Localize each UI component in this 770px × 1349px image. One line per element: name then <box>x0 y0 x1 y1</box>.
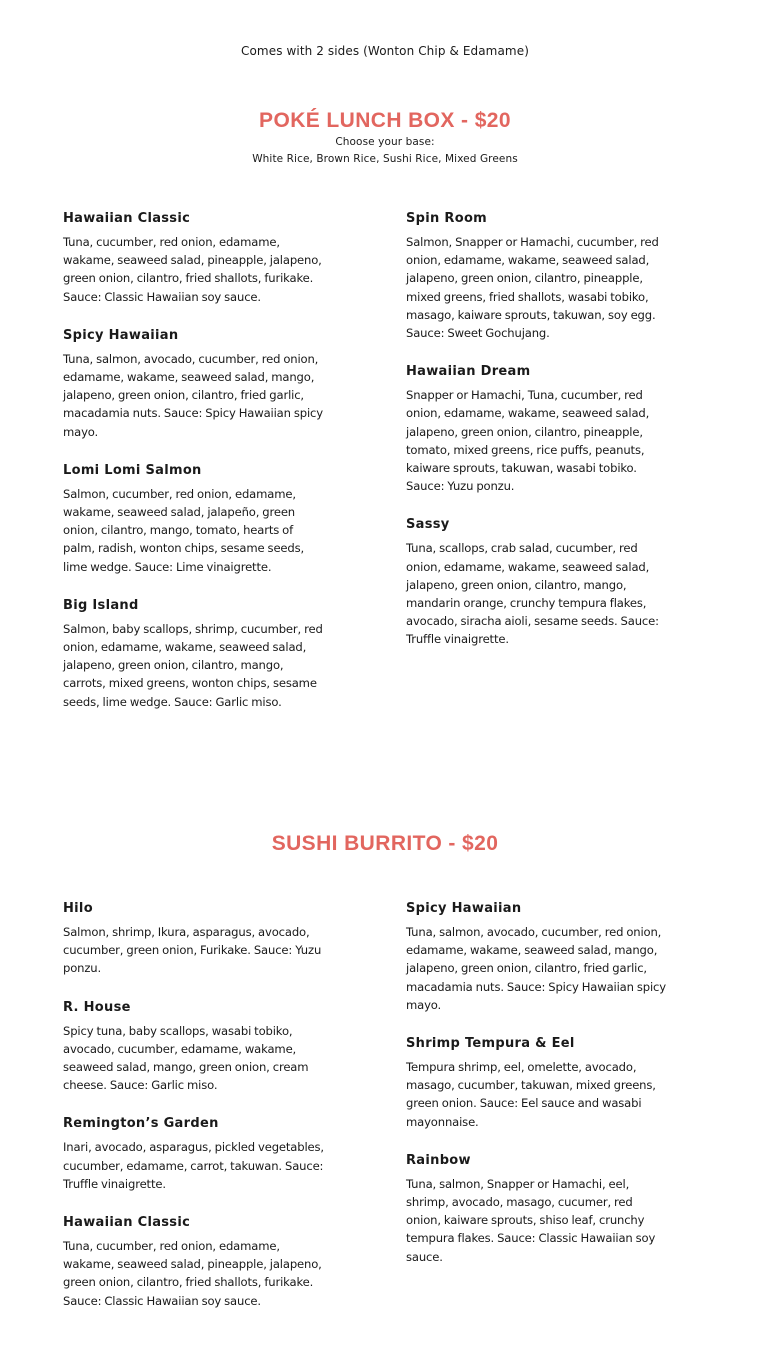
menu-item <box>406 211 668 342</box>
item-name: Big Island <box>63 597 139 613</box>
menu-item <box>406 364 668 495</box>
menu-item <box>63 211 325 306</box>
menu-item <box>406 517 668 648</box>
item-description: Salmon, baby scallops, shrimp, cucumber, red onion, edamame, wakame, seaweed salad, jalapeno, green onion, cilantro, mango, carrots, mixed greens, wonton chips, sesame seeds, lime wedge. Sauce: Garlic miso. <box>63 621 323 709</box>
item-name: Hilo <box>63 901 93 916</box>
item-name: Hawaiian Dream <box>406 364 531 380</box>
menu-item <box>406 1153 668 1266</box>
item-description: Tuna, salmon, Snapper or Hamachi, eel, shrimp, avocado, masago, cucumer, red onion, kaiware sprouts, shiso leaf, crunchy tempura flakes. Sauce: Classic Hawaiian soy sauce. <box>406 1176 656 1264</box>
item-description: Tempura shrimp, eel, omelette, avocado, masago, cucumber, takuwan, mixed greens, green onion. Sauce: Eel sauce and wasabi mayonnaise. <box>406 1060 656 1129</box>
item-description: Tuna, scallops, crab salad, cucumber, red onion, edamame, wakame, seaweed salad, jalapeno, green onion, cilantro, mango, mandarin orange, crunchy tempura flakes, avocado, siracha aioli, sesame seeds. Sauce: Truffle vinaigrette. <box>406 541 659 647</box>
base-label: Choose your base: <box>335 136 435 148</box>
burrito-left-column <box>63 901 325 1310</box>
item-name: Spin Room <box>406 211 488 226</box>
item-description: Spicy tuna, baby scallops, wasabi tobiko, avocado, cucumber, edamame, wakame, seaweed salad, mango, green onion, cream cheese. Sauce: Garlic miso. <box>63 1023 309 1093</box>
item-description: Tuna, cucumber, red onion, edamame, wakame, seaweed salad, pineapple, jalapeno, green onion, cilantro, fried shallots, furikake. Sauce: Classic Hawaiian soy sauce. <box>63 1239 322 1308</box>
menu-item <box>63 598 325 711</box>
item-description: Tuna, salmon, avocado, cucumber, red onion, edamame, wakame, seaweed salad, mango, jalapeno, green onion, cilantro, fried garlic, macadamia nuts. Sauce: Spicy Hawaiian spicy mayo. <box>406 925 666 1012</box>
menu-item <box>63 1215 325 1310</box>
poke-right-column <box>406 211 668 649</box>
item-description: Inari, avocado, asparagus, pickled vegetables, cucumber, edamame, carrot, takuwan. Sauce: Truffle vinaigrette. <box>63 1140 324 1191</box>
poke-left-column <box>63 211 325 711</box>
item-description: Salmon, cucumber, red onion, edamame, wakame, seaweed salad, jalapeño, green onion, cilantro, mango, tomato, hearts of palm, radish, wonton chips, sesame seeds, lime wedge. Sauce: Lime vinaigrette. <box>63 486 305 574</box>
menu-item <box>63 1116 325 1193</box>
burrito-section-title: SUSHI BURRITO - $20 <box>271 832 499 855</box>
item-name: Spicy Hawaiian <box>63 327 179 343</box>
burrito-right-column <box>406 901 668 1266</box>
item-description: Tuna, salmon, avocado, cucumber, red onion, edamame, wakame, seaweed salad, mango, jalapeno, green onion, cilantro, fried garlic, macadamia nuts. Sauce: Spicy Hawaiian spicy mayo. <box>63 351 323 439</box>
item-description: Salmon, Snapper or Hamachi, cucumber, red onion, edamame, wakame, seaweed salad, jalapeno, green onion, cilantro, pineapple, mixed greens, fried shallots, wasabi tobiko, masago, kaiware sprouts, takuwan, soy egg. Sauce: Sweet Gochujang. <box>406 235 659 341</box>
item-name: R. House <box>63 999 131 1015</box>
item-description: Salmon, shrimp, Ikura, asparagus, avocado, cucumber, green onion, Furikake. Sauce: Yuzu ponzu. <box>63 925 322 976</box>
menu-item <box>63 328 325 441</box>
base-options: White Rice, Brown Rice, Sushi Rice, Mixed Greens <box>252 153 518 165</box>
sides-note: Comes with 2 sides (Wonton Chip & Edamame) <box>241 44 529 58</box>
menu-item <box>406 901 668 1014</box>
menu-item <box>63 463 325 576</box>
menu-item <box>63 901 325 978</box>
item-name: Shrimp Tempura & Eel <box>406 1036 575 1052</box>
item-description: Tuna, cucumber, red onion, edamame, wakame, seaweed salad, pineapple, jalapeno, green onion, cilantro, fried shallots, furikake. Sauce: Classic Hawaiian soy sauce. <box>63 235 322 304</box>
menu-item <box>406 1036 668 1131</box>
item-name: Lomi Lomi Salmon <box>63 462 202 478</box>
item-description: Snapper or Hamachi, Tuna, cucumber, red onion, edamame, wakame, seaweed salad, jalapeno, green onion, cilantro, pineapple, tomato, mixed greens, rice puffs, peanuts, kaiware sprouts, takuwan, wasabi tobiko. Sauce: Yuzu ponzu. <box>406 388 650 494</box>
item-name: Spicy Hawaiian <box>406 901 522 916</box>
item-name: Sassy <box>406 517 450 533</box>
item-name: Hawaiian Classic <box>63 211 191 226</box>
poke-section-title: POKÉ LUNCH BOX - $20 <box>259 109 511 132</box>
item-name: Remington’s Garden <box>63 1116 219 1132</box>
item-name: Rainbow <box>406 1152 471 1168</box>
menu-item <box>63 1000 325 1095</box>
item-name: Hawaiian Classic <box>63 1215 191 1231</box>
